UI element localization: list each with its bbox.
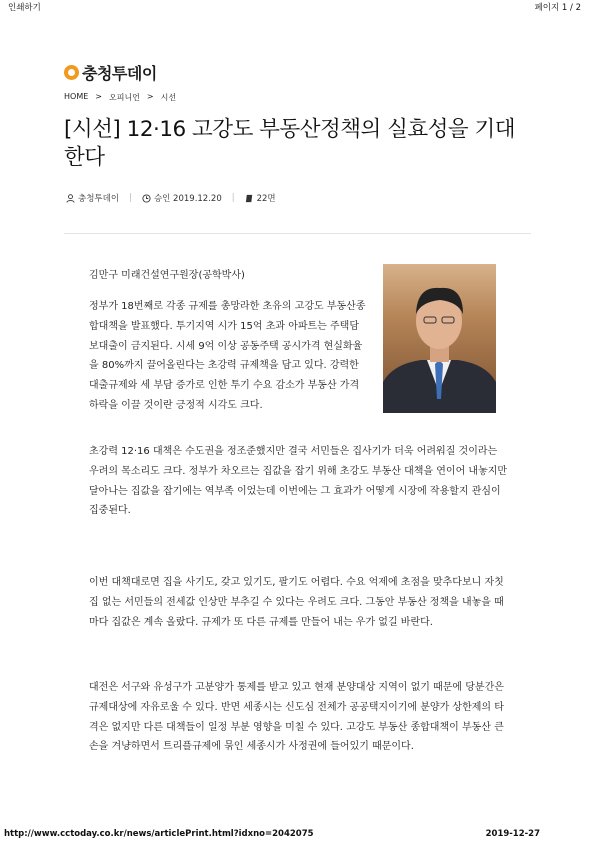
- article-title: [시선] 12·16 고강도 부동산정책의 실효성을 기대한다: [64, 117, 516, 170]
- author-name: 충청투데이: [78, 194, 120, 204]
- user-icon: [66, 194, 75, 203]
- article-paragraph: 초강력 12·16 대책은 수도권을 정조준했지만 결국 서민들은 집사기가 더욱 어려워질 것이라는 우려의 목소리도 크다. 정부가 차오르는 집값을 잡기 위해 초강도 부동산 대책을 연이어 내놓지만 달아나는 집값을 잡기에는 역부족 이었는데 이번에는 그 효과가 어떻게 시장에 작용할지 관심이 집중된다.: [89, 446, 508, 517]
- page-indicator: 페이지 1 / 2: [534, 3, 581, 13]
- divider: [64, 233, 531, 234]
- byline: 김만구 미래건설연구원장(공학박사): [89, 270, 245, 281]
- page-number: 22면: [256, 194, 276, 204]
- footer-date: 2019-12-27: [485, 829, 540, 839]
- clock-icon: [142, 194, 151, 203]
- article-paragraph: 대전은 서구와 유성구가 고분양가 통제를 받고 있고 현재 분양대상 지역이 없기 때문에 당분간은 규제대상에 자유로울 수 있다. 반면 세종시는 신도심 전체가 공공택지이기에 분양가 상한제의 타격은 없지만 다른 대책들이 일정 부분 영향을 미칠 수 있다. 고강도 부동산 종합대책이 부동산 큰손을 겨냥하면서 트리플규제에 묶인 세종시가 사정권에 들어있기 때문이다.: [89, 682, 504, 753]
- article-meta: [66, 192, 276, 204]
- breadcrumb-subsection[interactable]: 시선: [160, 93, 177, 102]
- article-paragraph: 정부가 18번째로 각종 규제를 총망라한 초유의 고강도 부동산종합대책을 발표했다. 투기지역 시가 15억 초과 아파트는 주택담보대출이 금지된다. 시세 9억 이상 공동주택 공시가격 현실화율을 80%까지 끌어올린다는 초강력 규제책을 담고 있다. 강력한 대출규제와 세 부담 증가로 인한 투기 수요 감소가 부동산 가격 하락을 이끌 것이란 긍정적 시각도 크다.: [89, 301, 366, 411]
- author-photo: [383, 264, 496, 413]
- approved-date: 승인 2019.12.20: [153, 194, 222, 204]
- meta-divider: |: [129, 193, 132, 203]
- site-logo[interactable]: [64, 61, 157, 84]
- footer-url: http://www.cctoday.co.kr/news/articlePrint.html?idxno=2042075: [4, 829, 314, 839]
- book-icon: [245, 194, 254, 203]
- meta-divider: |: [231, 193, 235, 203]
- breadcrumb-home[interactable]: HOME: [64, 92, 89, 101]
- article-paragraph: 이번 대책대로면 집을 사기도, 갖고 있기도, 팔기도 어렵다. 수요 억제에 초점을 맞추다보니 자칫 집 없는 서민들의 전세값 인상만 부추길 수 있다는 우려도 크다. 그동안 부동산 정책을 내놓을 때 마다 집값은 계속 올랐다. 규제가 또 다른 규제를 만들어 내는 우가 없길 바란다.: [89, 577, 504, 628]
- chevron-right-icon: >: [95, 92, 102, 101]
- logo-icon: [64, 65, 79, 80]
- print-label: 인쇄하기: [8, 3, 41, 13]
- chevron-right-icon: >: [146, 92, 154, 101]
- logo-text: 충청투데이: [82, 64, 157, 83]
- breadcrumb: [64, 92, 176, 103]
- breadcrumb-section[interactable]: 오피니언: [108, 93, 140, 102]
